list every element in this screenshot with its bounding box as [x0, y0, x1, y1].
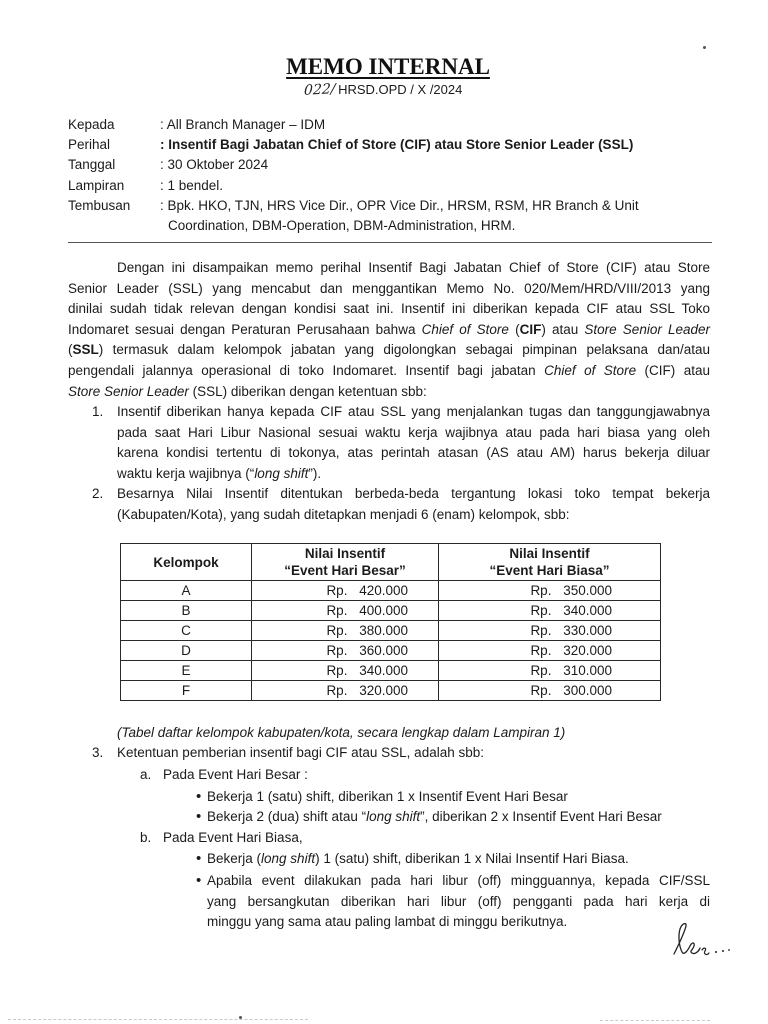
group-cell: C — [121, 621, 252, 641]
text-run: minggu yang sama atau paling lambat di minggu berikutnya. — [207, 914, 568, 930]
header-text: “Event Hari Biasa” — [489, 563, 610, 578]
text-line — [117, 723, 710, 744]
header-text: “Event Hari Besar” — [284, 563, 406, 578]
text-line — [207, 787, 710, 808]
table-note — [117, 723, 710, 744]
field-value: : All Branch Manager – IDM — [160, 117, 326, 132]
text-run: Dengan ini disampaikan memo perihal Insentif Bagi Jabatan Chief of Store (CIF) atau Store — [117, 260, 710, 275]
italic-text: long shift — [254, 465, 309, 481]
field-label: Perihal — [68, 137, 111, 153]
text-line — [117, 484, 710, 505]
amount-hari-biasa-cell: Rp. 350.000 — [439, 581, 661, 601]
bullet-item — [207, 807, 710, 828]
group-cell: A — [121, 581, 252, 601]
list-item-3-text: Ketentuan pemberian insentif bagi CIF atau SSL, adalah sbb: — [117, 745, 484, 760]
table-header-row — [121, 544, 661, 581]
text-line — [68, 382, 710, 403]
text-line — [207, 871, 710, 892]
field-label: Kepada — [68, 117, 115, 132]
header-event-hari-biasa — [439, 544, 661, 581]
header-row-kepada — [68, 115, 712, 135]
list-item-2 — [117, 484, 710, 525]
header-row-perihal — [68, 135, 712, 155]
list-marker-2: 2. — [92, 486, 104, 501]
text-line — [117, 505, 710, 526]
initials-signature — [668, 920, 738, 962]
field-label: Lampiran — [68, 177, 125, 193]
text-run: ) atau — [541, 321, 585, 337]
group-cell: B — [121, 601, 252, 621]
sublist-item-b-text: Pada Event Hari Biasa, — [163, 830, 303, 845]
text-line — [68, 361, 710, 382]
text-run: Bekerja 2 (dua) shift atau “ — [207, 809, 367, 824]
text-line — [207, 892, 710, 913]
sublist-marker-a: a. — [140, 767, 152, 782]
bold-text: CIF — [519, 321, 542, 337]
group-cell: D — [121, 641, 252, 661]
text-run: dinilai sudah tidak relevan dengan kondisi saat ini. Insentif ini diberikan kepada CIF atau SSL Toko — [68, 301, 710, 317]
header-row-tembusan — [68, 196, 712, 216]
text-line — [117, 464, 710, 485]
list-marker-1: 1. — [92, 404, 104, 419]
text-line — [207, 807, 710, 828]
table-row — [121, 661, 661, 681]
field-label: Tembusan — [68, 197, 131, 213]
text-line — [68, 279, 710, 300]
scan-speck — [703, 46, 706, 49]
field-value: : 1 bendel. — [160, 177, 224, 193]
incentive-table — [120, 543, 661, 701]
memo-title — [188, 53, 588, 81]
text-run: pengendali jalannya operasional di toko Indomaret. Insentif bagi jabatan — [68, 362, 545, 378]
header-event-hari-besar — [252, 544, 439, 581]
text-run: (SSL) diberikan dengan ketentuan sbb: — [188, 383, 427, 399]
amount-hari-biasa-cell: Rp. 330.000 — [439, 621, 661, 641]
handwritten-memo-number: 022/ — [303, 81, 336, 99]
scan-speck — [239, 1016, 242, 1019]
amount-hari-besar-cell: Rp. 380.000 — [252, 621, 439, 641]
memo-number-code: HRSD.OPD / X /2024 — [338, 82, 463, 97]
header-text: Nilai Insentif — [509, 546, 590, 561]
text-run: Insentif diberikan hanya kepada CIF atau SSL yang menjalankan tugas dan tanggungjawabnya — [117, 404, 710, 419]
italic-text: Store Senior Leader — [68, 383, 189, 399]
amount-hari-besar-cell: Rp. 340.000 — [252, 661, 439, 681]
field-value-continued: Coordination, DBM-Operation, DBM-Administration, HRM. — [168, 218, 516, 233]
amount-hari-besar-cell: Rp. 320.000 — [252, 681, 439, 701]
field-value: : Bpk. HKO, TJN, HRS Vice Dir., OPR Vice Dir., HRSM, RSM, HR Branch & Unit — [160, 197, 639, 213]
text-run: Bekerja 1 (satu) shift, diberikan 1 x Insentif Event Hari Besar — [207, 789, 568, 804]
italic-text: long shift — [366, 809, 421, 824]
text-line — [68, 320, 710, 341]
text-line — [117, 402, 710, 423]
amount-hari-biasa-cell: Rp. 300.000 — [439, 681, 661, 701]
amount-hari-besar-cell: Rp. 400.000 — [252, 601, 439, 621]
bullet-icon: • — [196, 872, 202, 889]
italic-text: Store Senior Leader — [584, 321, 711, 337]
memo-title-text: MEMO INTERNAL — [286, 54, 490, 79]
text-run: Besarnya Nilai Insentif ditentukan berbeda-beda tergantung lokasi toko tempat bekerja — [117, 486, 710, 501]
header-kelompok — [121, 544, 252, 581]
amount-hari-biasa-cell: Rp. 320.000 — [439, 641, 661, 661]
sublist-item-a-text: Pada Event Hari Besar : — [163, 767, 308, 782]
text-line — [68, 299, 710, 320]
field-value: : 30 Oktober 2024 — [160, 157, 269, 173]
group-cell: E — [121, 661, 252, 681]
header-text: Nilai Insentif — [304, 546, 386, 561]
amount-hari-biasa-cell: Rp. 340.000 — [439, 601, 661, 621]
bullet-item — [207, 849, 710, 870]
scan-edge-artifact — [600, 1020, 710, 1021]
list-marker-3: 3. — [92, 745, 104, 760]
table-row — [121, 621, 661, 641]
field-label: Tanggal — [68, 157, 116, 173]
field-value: : Insentif Bagi Jabatan Chief of Store (CIF) atau Store Senior Leader (SSL) — [160, 137, 634, 153]
text-run: karena kondisi tertentu di tokonya, atas perintah atasan (AS atau AM) harus bekerja diluar — [117, 445, 710, 461]
bold-text: SSL — [72, 342, 99, 358]
italic-text: (Tabel daftar kelompok kabupaten/kota, secara lengkap dalam Lampiran 1) — [117, 725, 566, 740]
text-run: Bekerja ( — [207, 851, 262, 866]
header-divider — [68, 242, 712, 243]
intro-paragraph — [68, 258, 710, 402]
text-line — [68, 258, 710, 279]
text-run: (Kabupaten/Kota), yang sudah ditetapkan menjadi 6 (enam) kelompok, sbb: — [117, 506, 570, 522]
text-run: waktu kerja wajibnya (“ — [117, 465, 255, 481]
scan-edge-artifact — [8, 1019, 308, 1020]
text-line — [117, 443, 710, 464]
text-run: pada saat Hari Libur Nasional sesuai waktu kerja wajibnya atau pada hari biasa yang oleh — [117, 424, 710, 440]
text-run: (CIF) atau — [636, 362, 710, 378]
bullet-icon: • — [196, 808, 202, 825]
table-row — [121, 641, 661, 661]
table-row — [121, 601, 661, 621]
text-line — [117, 423, 710, 444]
italic-text: Chief of Store — [421, 321, 509, 337]
text-run: ) 1 (satu) shift, diberikan 1 x Nilai Insentif Hari Biasa. — [315, 851, 629, 866]
italic-text: long shift — [261, 851, 316, 866]
text-run: ) termasuk dalam kelompok jabatan yang digolongkan sebagai pimpinan pelaksana dan/atau — [98, 342, 710, 358]
bullet-icon: • — [196, 788, 202, 805]
sublist-marker-b: b. — [140, 830, 152, 845]
amount-hari-biasa-cell: Rp. 310.000 — [439, 661, 661, 681]
text-run: ”, diberikan 2 x Insentif Event Hari Besar — [420, 809, 662, 824]
text-line — [207, 912, 710, 933]
bullet-icon: • — [196, 850, 202, 867]
bullet-item — [207, 871, 710, 933]
text-line — [68, 340, 710, 361]
text-run: yang bersangkutan diberikan hari libur (off) pengganti pada hari kerja di — [207, 893, 710, 909]
italic-text: Chief of Store — [544, 362, 637, 378]
text-run: ”). — [308, 465, 322, 481]
group-cell: F — [121, 681, 252, 701]
table-row — [121, 581, 661, 601]
header-row-tembusan-continued — [168, 216, 708, 236]
list-item-1 — [117, 402, 710, 484]
table-row — [121, 681, 661, 701]
text-run: ( — [68, 342, 73, 358]
header-row-tanggal — [68, 155, 712, 175]
text-line — [207, 849, 710, 870]
text-run: Apabila event dilakukan pada hari libur (off) mingguannya, kepada CIF/SSL — [207, 873, 710, 888]
amount-hari-besar-cell: Rp. 420.000 — [252, 581, 439, 601]
text-run: Senior Leader (SSL) yang mencabut dan menggantikan Memo No. 020/Mem/HRD/VIII/2013 yang — [68, 280, 710, 296]
text-run: ( — [508, 321, 520, 337]
header-row-lampiran — [68, 176, 712, 196]
header-text: Kelompok — [153, 554, 219, 570]
memo-number — [183, 81, 583, 99]
amount-hari-besar-cell: Rp. 360.000 — [252, 641, 439, 661]
text-run: Indomaret sesuai dengan Peraturan Perusahaan bahwa — [68, 321, 422, 337]
bullet-item — [207, 787, 710, 808]
